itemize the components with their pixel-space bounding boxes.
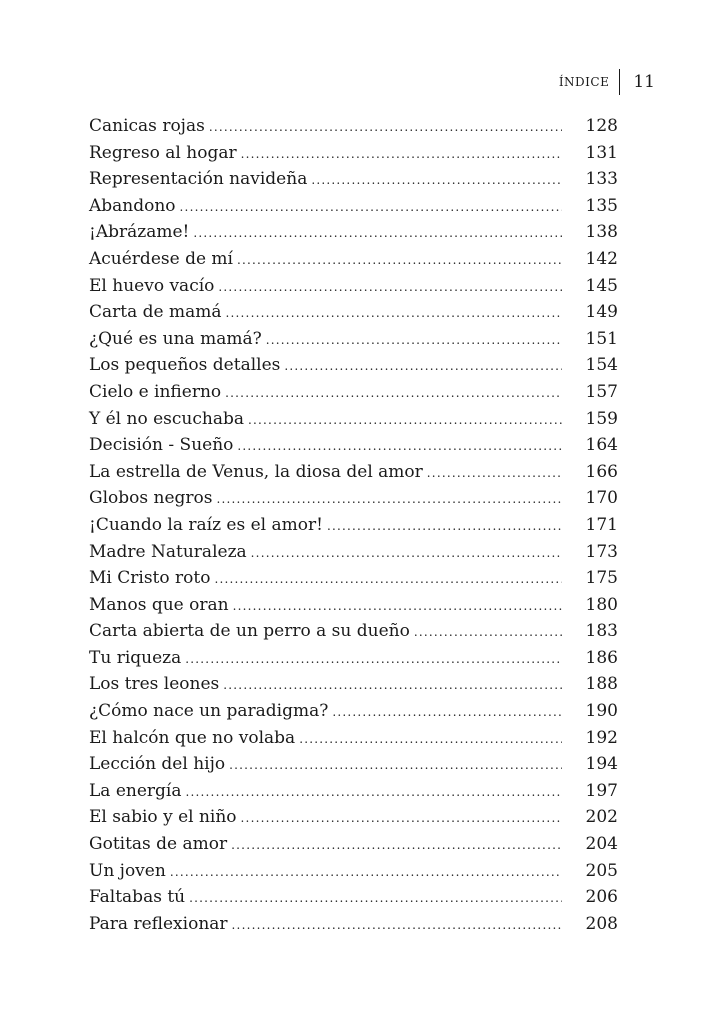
toc-entry-title: La estrella de Venus, la diosa del amor	[89, 461, 423, 482]
toc-entry	[89, 911, 618, 938]
toc-entry-title: Los tres leones	[89, 674, 220, 695]
toc-entry	[89, 884, 618, 911]
toc-entry	[89, 671, 618, 698]
toc-entry	[89, 273, 618, 300]
toc-entry-page: 173	[585, 541, 618, 562]
toc-entry	[89, 379, 618, 406]
toc-entry	[89, 140, 618, 167]
dot-leader	[311, 167, 562, 194]
toc-entry	[89, 751, 618, 778]
toc-entry-title: Carta de mamá	[89, 302, 222, 323]
dot-leader	[209, 114, 562, 141]
toc-entry-page: 131	[585, 142, 618, 163]
toc-entry	[89, 778, 618, 805]
toc-entry-title: Tu riqueza	[89, 647, 182, 668]
table-of-contents	[89, 113, 618, 937]
toc-entry	[89, 698, 618, 725]
dot-leader	[241, 805, 562, 832]
toc-entry	[89, 219, 618, 246]
dot-leader	[251, 540, 562, 567]
dot-leader	[189, 885, 562, 912]
toc-entry	[89, 858, 618, 885]
header-divider	[619, 69, 620, 95]
toc-entry-title: Acuérdese de mí	[89, 248, 233, 269]
dot-leader	[266, 327, 562, 354]
dot-leader	[223, 672, 562, 699]
toc-entry	[89, 565, 618, 592]
toc-entry-title: Para reflexionar	[89, 913, 228, 934]
toc-entry-title: Decisión - Sueño	[89, 435, 234, 456]
toc-entry	[89, 246, 618, 273]
dot-leader	[225, 380, 562, 407]
dot-leader	[414, 619, 562, 646]
toc-entry-title: Lección del hijo	[89, 754, 226, 775]
toc-entry	[89, 166, 618, 193]
toc-entry-page: 205	[585, 860, 618, 881]
toc-entry-page: 197	[585, 780, 618, 801]
toc-entry-title: La energía	[89, 780, 182, 801]
dot-leader	[229, 752, 562, 779]
toc-entry-page: 206	[585, 887, 618, 908]
toc-entry-page: 190	[585, 701, 618, 722]
dot-leader	[193, 220, 562, 247]
toc-entry-title: Madre Naturaleza	[89, 541, 247, 562]
toc-entry-title: Abandono	[89, 195, 176, 216]
dot-leader	[248, 407, 562, 434]
toc-entry-page: 180	[585, 594, 618, 615]
dot-leader	[185, 779, 562, 806]
toc-entry	[89, 645, 618, 672]
toc-entry-page: 166	[585, 461, 618, 482]
toc-entry-title: Manos que oran	[89, 594, 229, 615]
dot-leader	[299, 726, 562, 753]
dot-leader	[218, 274, 562, 301]
section-name: ÍNDICE	[558, 75, 610, 89]
toc-entry-page: 202	[585, 807, 618, 828]
toc-entry	[89, 804, 618, 831]
toc-entry-page: 128	[585, 116, 618, 136]
dot-leader	[214, 566, 562, 593]
toc-entry	[89, 299, 618, 326]
toc-entry-title: Representación navideña	[89, 169, 308, 190]
toc-entry	[89, 432, 618, 459]
toc-entry-page: 194	[585, 754, 618, 775]
toc-entry-title: Mi Cristo roto	[89, 568, 211, 589]
page-number: 11	[633, 72, 655, 92]
toc-entry-title: Cielo e infierno	[89, 381, 222, 402]
dot-leader	[170, 859, 562, 886]
toc-entry-title: Canicas rojas	[89, 116, 205, 136]
toc-entry-title: ¡Abrázame!	[89, 222, 190, 243]
toc-entry-page: 142	[585, 248, 618, 269]
dot-leader	[327, 513, 562, 540]
toc-entry-title: Carta abierta de un perro a su dueño	[89, 621, 410, 642]
toc-entry-page: 159	[585, 408, 618, 429]
dot-leader	[284, 353, 562, 380]
toc-entry	[89, 725, 618, 752]
toc-entry-page: 164	[585, 435, 618, 456]
dot-leader	[180, 194, 562, 221]
toc-entry-page: 175	[585, 568, 618, 589]
toc-entry-title: Los pequeños detalles	[89, 355, 281, 376]
dot-leader	[232, 912, 562, 939]
toc-entry	[89, 539, 618, 566]
toc-entry-page: 192	[585, 727, 618, 748]
dot-leader	[332, 699, 562, 726]
dot-leader	[237, 433, 562, 460]
toc-entry-page: 188	[585, 674, 618, 695]
toc-entry-page: 138	[585, 222, 618, 243]
toc-entry	[89, 406, 618, 433]
toc-entry-page: 157	[585, 381, 618, 402]
dot-leader	[216, 486, 562, 513]
toc-entry	[89, 113, 618, 140]
toc-entry	[89, 459, 618, 486]
toc-entry-title: El halcón que no volaba	[89, 727, 296, 748]
running-head	[559, 70, 655, 94]
toc-entry-page: 171	[585, 514, 618, 535]
toc-entry-title: Faltabas tú	[89, 887, 186, 908]
dot-leader	[241, 141, 562, 168]
toc-entry	[89, 485, 618, 512]
toc-entry-page: 151	[585, 328, 618, 349]
dot-leader	[226, 300, 563, 327]
toc-entry-page: 170	[585, 488, 618, 509]
toc-entry-page: 154	[585, 355, 618, 376]
toc-entry	[89, 326, 618, 353]
toc-entry-page: 183	[585, 621, 618, 642]
toc-entry-page: 135	[585, 195, 618, 216]
toc-entry-page: 208	[585, 913, 618, 934]
toc-entry-title: El huevo vacío	[89, 275, 215, 296]
toc-entry-page: 145	[585, 275, 618, 296]
toc-entry-title: Regreso al hogar	[89, 142, 237, 163]
toc-entry-title: ¡Cuando la raíz es el amor!	[89, 514, 323, 535]
toc-entry	[89, 352, 618, 379]
dot-leader	[231, 832, 562, 859]
toc-entry-page: 133	[585, 169, 618, 190]
toc-entry-title: ¿Qué es una mamá?	[89, 328, 262, 349]
dot-leader	[185, 646, 562, 673]
toc-entry	[89, 618, 618, 645]
dot-leader	[237, 247, 562, 274]
toc-entry-title: El sabio y el niño	[89, 807, 237, 828]
toc-entry-title: Globos negros	[89, 488, 213, 509]
toc-entry-title: Un joven	[89, 860, 166, 881]
dot-leader	[233, 593, 562, 620]
dot-leader	[427, 460, 562, 487]
toc-entry-title: Y él no escuchaba	[89, 408, 244, 429]
toc-entry	[89, 592, 618, 619]
toc-entry-title: ¿Cómo nace un paradigma?	[89, 701, 329, 722]
toc-entry	[89, 512, 618, 539]
toc-entry	[89, 831, 618, 858]
toc-entry-page: 149	[585, 302, 618, 323]
toc-entry-page: 186	[585, 647, 618, 668]
toc-entry-title: Gotitas de amor	[89, 834, 228, 855]
toc-entry-page: 204	[585, 834, 618, 855]
toc-entry	[89, 193, 618, 220]
